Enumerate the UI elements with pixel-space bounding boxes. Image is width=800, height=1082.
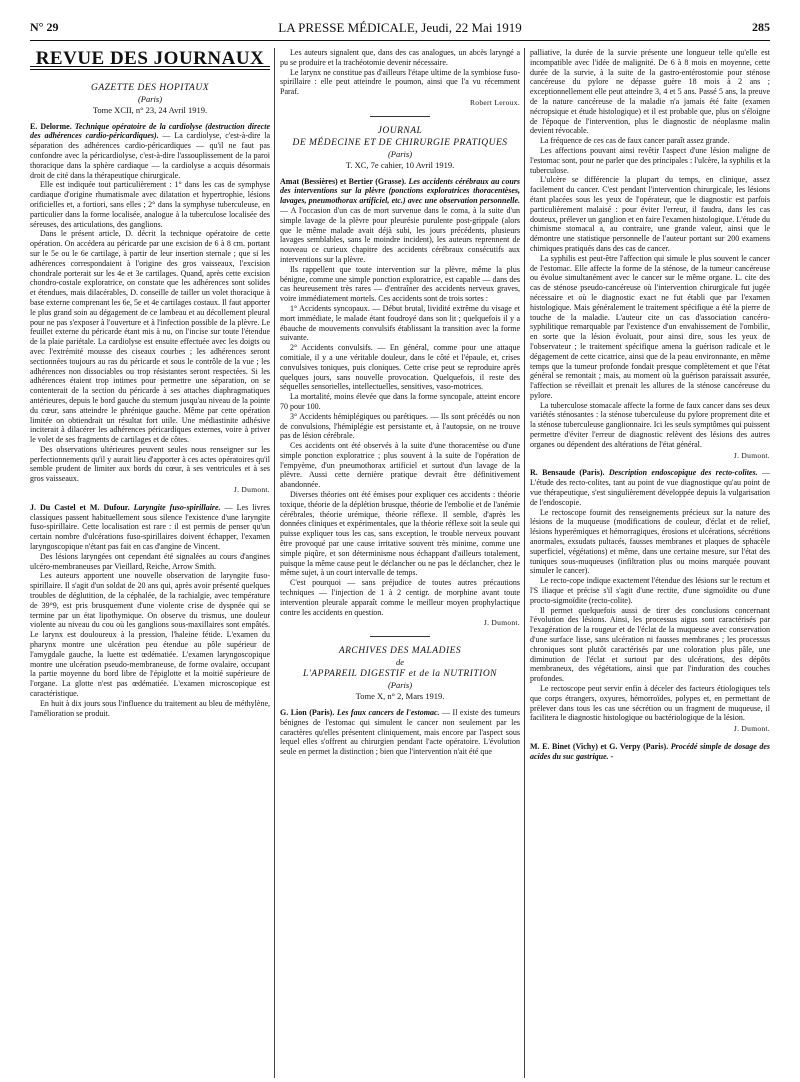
article-text: — Il existe des tumeurs bénignes de l'estomac qui simulent le cancer non seulement par les caractères qu'elles présentent cliniquement, mais encore par l'aspect sous lequel elles s'offrent au chirurgien pendant l'acte opératoire. L'évolution seule en permet la distinction ; bien que l'intervention n'ait été que [280, 708, 520, 757]
section-divider [370, 116, 430, 117]
article-amat [280, 177, 520, 265]
article-paragraph: Des observations ultérieures peuvent seules nous renseigner sur les perfectionnements qu'il y aurait lieu d'apporter à ces actes opératoires qu'il semble prudent de limiter aux bords du cœur, à ses ventricules et à ses gros vaisseaux. [30, 444, 270, 484]
section-heading: REVUE DES JOURNAUX [35, 48, 265, 69]
article-author: G. Lion (Paris). [280, 708, 335, 718]
article-author: E. Delorme. [30, 121, 72, 131]
article-signature: J. Dumont. [733, 724, 770, 734]
journal-volume: T. XC, 7e cahier, 10 Avril 1919. [345, 159, 455, 170]
article-title: Procédé simple de dosage des acides du suc gastrique. - [530, 741, 770, 761]
running-header [30, 20, 770, 40]
column-divider-2 [524, 48, 525, 1078]
article-paragraph: Ces accidents ont été observés à la suite d'une thoracentèse ou d'une simple ponction exploratrice ; plus souvent à la suite de l'opération de l'empyème, d'un pneumothorax artificiel et surtout d'un lavage de la plèvre. Aussi cette dernière pratique devrait être définitivement abandonnée. [280, 441, 520, 490]
issue-number: N° 29 [30, 20, 59, 34]
article-paragraph: Le rectoscope peut servir enfin à déceler des facteurs étiologiques tels que corps étrangers, oxyures, hémorroïdes, polypes et, en permettant de prélever dans tous les cas une sécrétion ou un fragment de muqueuse, il facilitera le diagnostic histologique ou bactériologique de la lésion. [530, 684, 770, 723]
article-title: Technique opératoire de la cardiolyse (destruction directe des adhérences cardio-péricardiques). [30, 121, 270, 141]
article-paragraph: 2° Accidents convulsifs. — En général, comme pour une attaque comitiale, il y a une véritable douleur, dans le côté et l'épaule, et, crises convulsives toniques, puis cloniques. Cette crise peut se reproduire après quelques jours, sans nouvelle provocation. Quelquefois, il reste des séquelles sensorielles, intellectuelles, sensitives, vaso-motrices. [280, 343, 520, 392]
article-binet [530, 742, 770, 762]
article-paragraph: palliative, la durée de la survie présente une longueur telle qu'elle est incompatible avec l'idée de malignité. De 6 à 8 mois en moyenne, cette durée de la survie, à la suite de la gastro-entérostomie pour sténose cancéreuse du pylore ne dépasse guère 18 mois à 2 ans ; exceptionnellement elle peut atteindre 3, 4 et 5 ans. Passé 5 ans, la preuve de la nature cancéreuse de la maladie n'a jamais été faite (examen nécropsique et étude histologique) et il est probable que, plus on s'éloigne de l'époque de l'intervention, plus le diagnostic de néoplasme malin devient révocable. [530, 48, 770, 136]
journal-section-title: de [395, 657, 405, 668]
journal-volume: Tome X, n° 2, Mars 1919. [355, 691, 445, 702]
journal-volume: Tome XCII, n° 23, 24 Avril 1919. [92, 104, 208, 115]
column-divider-1 [274, 48, 275, 1078]
article-paragraph: La fréquence de ces cas de faux cancer paraît assez grande. [540, 136, 730, 146]
article-paragraph: Elle est indiquée tout particulièrement : 1° dans les cas de symphyse cardiaque d'origine rhumatismale avec dilatation et hypertrophie, lésions orificielles et, a fortiori, sans elles ; 2° dans la symphyse tuberculeuse, en particulier dans la forme localisée, analogue à la tuberculose localisée des séreuses, des articulations, des ganglions. [30, 180, 270, 229]
article-paragraph: Ils rappellent que toute intervention sur la plèvre, même la plus bénigne, comme une simple ponction exploratrice, est capable — dans des cas heureusement très rares — d'entraîner des accidents nerveux graves, voire immédiatement mortels. Ces accidents sont de trois sortes : [280, 264, 520, 304]
journal-city: (Paris) [387, 680, 413, 691]
article-author: J. Du Castel et M. Dufour. [30, 502, 130, 512]
article-paragraph: Le rectoscope fournit des renseignements précieux sur la nature des lésions de la muqueuse (modifications de couleur, d'éclat et de relief, lésions hyperémiques et hémorragiques, érosions et ulcérations, sécrétions anormales, exsudats pultacés, fausses membranes et plaques de sphacèle superficiel, végétations) et même, dans une certaine mesure, sur l'état des tuniques sous-muqueuses (infiltration plus ou moins marquée pouvant simuler le cancer). [530, 507, 770, 576]
article-paragraph: Les affections pouvant ainsi revêtir l'aspect d'une lésion maligne de l'estomac sont, pour ne parler que des principales : l'ulcère, la syphilis et la tuberculose. [530, 145, 770, 175]
article-paragraph: La tuberculose stomacale affecte la forme de faux cancer dans ses deux variétés sténosantes : la sténose tuberculeuse du pylore proprement dite et la sténose tuberculeuse ganglionnaire. Ici les seuls symptômes qui puissent permettre d'éviter l'erreur de diagnostic relèvent des lésions des autres organes ou dépendent des altérations de l'état général. [530, 400, 770, 449]
article-du-castel [30, 503, 270, 552]
article-text: — A l'occasion d'un cas de mort survenue dans le coma, à la suite d'un simple lavage de la plèvre pour pleurésie purulente post-grippale (alors que le même malade avait déjà subi, les jours précédents, plusieurs lavages semblables, sans le moindre incident), les auteurs reprennent de nouveau ce curieux chapitre des accidents cérébraux consécutifs aux interventions sur la plèvre. [280, 205, 520, 264]
article-title: Laryngite fuso-spirillaire. [133, 502, 221, 512]
header-rule [30, 40, 770, 41]
article-signature: J. Dumont. [483, 618, 520, 628]
journal-section-title: JOURNAL [377, 125, 423, 136]
article-signature: J. Dumont. [733, 450, 770, 460]
article-title: Description endoscopique des recto-colites. [608, 468, 758, 478]
article-paragraph: Les auteurs apportent une nouvelle observation de laryngite fuso-spirillaire. Il s'agit d'un soldat de 20 ans qui, après avoir présenté quelques troubles de déglutition, de la céphalée, de la rachialgie, avec température de 39°9, est pris brusquement d'une violente crise de dyspnée qui se termine par un état lipothymique. On observe du trismus, une douleur violente au niveau du cou où les ganglions sous-maxillaires sont empâtés. Le larynx est douloureux à la pression, l'haleine fétide. L'examen du pharynx montre une ulcération peu étendue au pôle supérieur de l'amygdale gauche, la luette est œdématiée. L'examen laryngoscopique montre une ulcération pseudo-membraneuse, de forme ovalaire, occupant la partie moyenne du bord libre de l'épiglotte et la moitié supérieure de l'organe. La glotte n'est pas œdématiée. L'examen microscopique est caractéristique. [30, 571, 270, 699]
article-paragraph: La mortalité, moins élevée que dans la forme syncopale, atteint encore 70 pour 100. [280, 392, 520, 411]
article-delorme [30, 122, 270, 181]
article-author: M. E. Binet (Vichy) et G. Verpy (Paris). [530, 741, 669, 751]
article-signature: Robert Leroux. [469, 97, 520, 107]
article-text: — L'étude des recto-colites, tant au point de vue diagnostique qu'au point de vue thérapeutique, s'est singulièrement développée depuis la vulgarisation de l'endoscopie. [530, 468, 770, 507]
article-paragraph: Il permet quelquefois aussi de tirer des conclusions concernant l'évolution des lésions. Ainsi, les processus aigus sont caractérisés par l'exagération de la rougeur et de l'éclat de la muqueuse avec conservation d'une surface lisse, sans ulcération ni fausses membranes ; les processus chroniques sont plutôt caractérisés par une coloration plus pâle, une diminution de l'éclat et surtout par des ulcérations, des dépôts membraneux, des végétations, ainsi que par l'induration des couches profondes. [530, 605, 770, 684]
journal-city: (Paris) [387, 148, 413, 159]
article-paragraph: La syphilis est peut-être l'affection qui simule le plus souvent le cancer de l'estomac. Elle affecte la forme de la sténose, de la tumeur cancéreuse ou évolue simultanément avec le cancer sur le même organe. L. cite des cas de sténose pseudo-cancéreuse où l'intervention chirurgicale fut jugée nécessaire et où le diagnostic exact ne fut établi que par l'examen histologique. Mais généralement le traitement spécifique a été la pierre de touche de la maladie. L'auteur cite un cas d'association cancéro-syphilitique remarquable par l'existence d'un envahissement de l'ombilic, en sorte que la lésion évoluait, pour ainsi dire, sous les yeux de l'observateur ; le traitement spécifique amena la guérison radicale et le dégagement de cette cicatrice, ainsi que de la peau environnante, en même temps que la tumeur profonde fondait presque complètement et que l'état général se remontait ; mais, au moment où la guérison paraissait assurée, l'affection se réveillait et prenait les allures de la sténose cancéreuse du pylore. [530, 253, 770, 400]
article-paragraph: 3° Accidents hémiplégiques ou parétiques. — Ils sont précédés ou non de convulsions, l'hémiplégie est persistante et, à l'autopsie, on ne trouve pas de lésion cérébrale. [280, 411, 520, 441]
article-paragraph: L'ulcère se différencie la plupart du temps, en clinique, assez facilement du cancer. C'est pendant l'intervention chirurgicale, les lésions étant placées sous les yeux de l'opérateur, que le diagnostic est parfois particulièrement malaisé : pour éviter l'erreur, il faudra, dans les cas douteux, prélever un ganglion et en faire l'examen histologique. L'étude du chimisme stomacal a, au contraire, une grande valeur, ainsi que le démontre une statistique personnelle de l'auteur portant sur 200 examens chimiques pratiqués dans des cas de cancer. [530, 175, 770, 253]
article-title: Les faux cancers de l'estomac. [336, 708, 440, 718]
journal-city: (Paris) [137, 93, 163, 104]
journal-title: LA PRESSE MÉDICALE, Jeudi, 22 Mai 1919 [278, 20, 522, 35]
article-text: — La cardiolyse, c'est-à-dire la séparation des adhérences cardio-péricardiques — qu'il ne faut pas confondre avec la péricardiolyse, c'est-à-dire l'assouplissement de la paroi thoracique dans la sphère cardiaque — la cardiolyse a acquis désormais droit de cité dans la thérapeutique chirurgicale. [30, 131, 270, 180]
article-paragraph: Le recto-cope indique exactement l'étendue des lésions sur le rectum et l'S iliaque et précise s'il s'agit d'une rectite, d'une sigmoïdite ou d'une procto-sigmoïdite (recto-colite). [530, 576, 770, 605]
article-lion [280, 708, 520, 757]
article-paragraph: Les auteurs signalent que, dans des cas analogues, un abcès laryngé a pu se produire et la trachéotomie devenir nécessaire. [280, 48, 520, 67]
journal-section-title: L'APPAREIL DIGESTIF et de la NUTRITION [302, 669, 498, 680]
article-text: — Les livres classiques passent habituellement sous silence l'existence d'une laryngite fuso-spirillaire. Cette localisation est rare : il est permis de penser qu'un certain nombre d'ulcérations fuso-spirillaires doivent échapper, l'examen laryngoscopique n'étant pas fait en cas d'angine de Vincent. [30, 502, 270, 552]
article-paragraph: C'est pourquoi — sans préjudice de toutes autres précautions techniques — l'injection de 1 à 2 centigr. de morphine avant toute intervention pleurale apparaît comme le meilleur moyen prophylactique contre les accidents en question. [280, 578, 520, 617]
article-paragraph: Diverses théories ont été émises pour expliquer ces accidents : théorie toxique, théorie de la déplétion brusque, théorie de l'embolie et de l'anémie cérébrales, théorie urémique, théorie réflexe. Il semble, d'après les données cliniques et expérimentales, que la théorie réflexe soit la seule qui puisse expliquer tous les cas, sans exception, le trouble nerveux pouvant être provoqué par une cause irritative souvent très minime, comme une simple piqûre, et son déterminisme nous échappant d'ailleurs totalement, puisque la même cause peut le déclancher ou ne pas le déclancher, chez le même sujet, à un court intervalle de temps. [280, 490, 520, 578]
section-divider [370, 636, 430, 637]
article-title: Les accidents cérébraux au cours des interventions sur la plèvre (ponctions exploratrices thoracentèses, lavages, pneumothorax artificiel, etc.) avec une observation personnelle. [280, 176, 520, 206]
page-number: 285 [752, 20, 770, 34]
article-paragraph: Dans le présent article, D. décrit la technique opératoire de cette opération. On accédera au péricarde par une excision de 6 à 8 cm. portant sur le 5e ou le 6e cartilage, à partir de leur insertion sternale ; que si les adhérences correspondaient à l'origine des gros vaisseaux, l'excision chondrale porterait sur les 4e et 3e cartilages. Quand, après cette excision chondro-costale exploratrice, on constate que les adhérences sont solides et étendues, mais dilacérables, D. conseille de tailler un volet thoracique à base externe comprenant les 6e, 5e et 4e cartilages costaux. Il faut apporter le plus grand soin au dégagement de ce lambeau et au décollement pleural pour ne pas s'exposer à l'ouverture et à l'infection possible de la plèvre. Le feuillet externe du péricarde étant mis à nu, on l'incise sur toute l'étendue de la plaie pariétale. La cardiolyse est ensuite effectuée avec les doigts ou avec l'extrémité mousse des ciseaux courbes ; les adhérences seront sectionnées toujours au ras du péricarde et sous le contrôle de la vue ; les adhérences non dissociables ou trop résistantes seront respectées. Si les adhérences étaient trop intimes pour permettre une séparation, on se contenterait de la section du péricarde à ses attaches diaphragmatiques antérieures, depuis le bord gauche du sternum jusqu'au niveau de la pointe du cœur, sans atteindre le phrénique gauche. Même par cette opération limitée on obtiendrait un résultat fort utile. Une médiastinite adhésive inciterait à dilacérer les adhérences péricardiques externes, voire à priver le volet de ses fragments de cartilages et de côtes. [30, 229, 270, 445]
article-author: R. Bensaude (Paris). [530, 468, 605, 478]
article-signature: J. Dumont. [233, 485, 270, 495]
article-bensaude [530, 468, 770, 507]
article-paragraph: 1° Accidents syncopaux. — Début brutal, lividité extrême du visage et mort immédiate, le malade étant foudroyé dans son lit ; quelquefois il y a ébauche de mouvements convulsifs établissant la transition avec la forme suivante. [280, 303, 520, 343]
journal-section-title: ARCHIVES DES MALADIES [338, 646, 462, 657]
journal-section-title: GAZETTE DES HOPITAUX [90, 82, 210, 93]
article-paragraph: Le larynx ne constitue pas d'ailleurs l'étape ultime de la symbiose fuso-spirillaire : elle peut atteindre le poumon, ainsi que l'a vu récemment Paraf. [280, 67, 520, 97]
column-1 [30, 48, 270, 1078]
article-paragraph: En huit à dix jours sous l'influence du traitement au bleu de méthylène, l'amélioration se produit. [30, 698, 270, 718]
column-3 [530, 48, 770, 1078]
article-paragraph: Des lésions laryngées ont cependant été signalées au cours d'angines ulcéro-membraneuses par Vieillard, Reiche, Arrow Smith. [30, 551, 270, 571]
article-author: Amat (Bessières) et Bertier (Grasse). [280, 176, 407, 186]
column-2 [280, 48, 520, 1078]
journal-section-title: DE MÉDECINE ET DE CHIRURGIE PRATIQUES [292, 137, 508, 148]
